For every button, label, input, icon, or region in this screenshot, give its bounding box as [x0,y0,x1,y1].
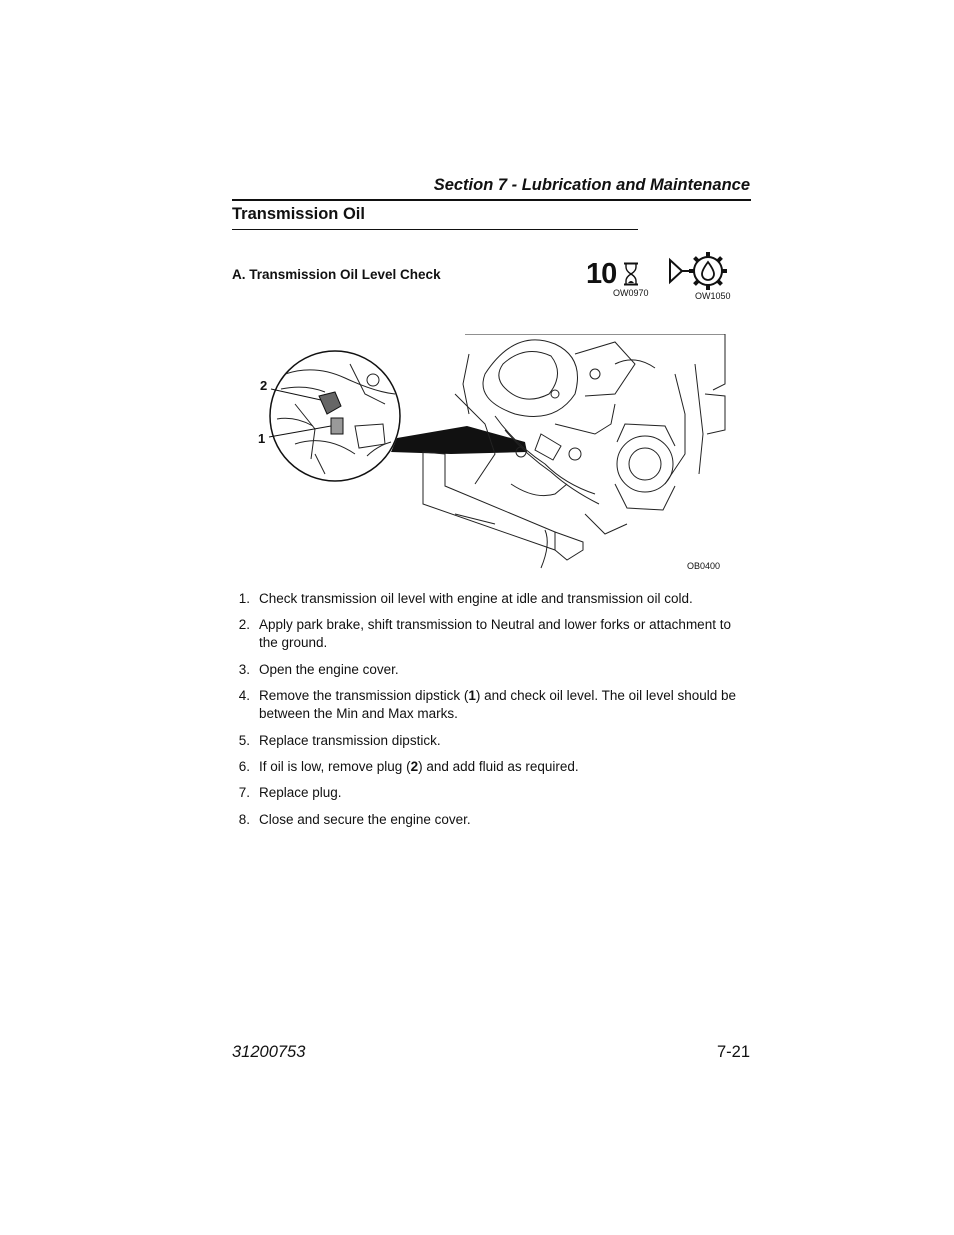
step-text-part: Check transmission oil level with engine at idle and transmission oil cold. [259,591,693,606]
section-title: Section 7 - Lubrication and Maintenance [433,176,750,194]
step-text-part: Replace transmission dipstick. [259,732,441,748]
step-text [259,616,752,652]
page-number: 7-21 [716,1043,750,1061]
figure-code: OB0400 [687,561,721,571]
step-text-part: ) and add fluid as required. [418,758,579,774]
step-number: 5. [238,732,250,748]
step-number: 6. [238,758,250,774]
step-text [259,687,752,723]
callout-reference: 2 [410,758,419,774]
step-number: 3. [238,661,250,677]
title-divider [232,229,638,230]
hourglass-icon [623,262,639,291]
document-number: 31200753 [232,1043,306,1061]
step-number: 8. [238,811,250,827]
procedure-step [232,732,752,750]
step-number: 7. [238,785,250,801]
procedure-step [232,590,752,608]
step-text-part: If oil is low, remove plug ( [259,758,411,774]
step-text [259,590,752,608]
icon-code: OW0970 [613,288,649,298]
step-text [259,784,752,802]
step-text-part: Open the engine cover. [259,661,399,677]
section-divider [232,199,751,201]
detail-inset [269,351,400,481]
callout-reference: 1 [468,688,476,704]
step-text-part: Close and secure the engine cover. [259,811,471,827]
step-text-part: Remove the transmission dipstick ( [259,688,469,704]
step-text-part: Replace plug. [259,785,342,801]
step-text [259,732,752,750]
procedure-step [232,687,752,723]
procedure-steps [232,590,752,837]
step-text-part: Apply park brake, shift transmission to Neutral and lower forks or attachment to the ground. [259,617,731,651]
step-number: 4. [238,688,250,704]
step-text [259,811,752,829]
procedure-step [232,758,752,776]
procedure-step [232,661,752,679]
step-text [259,661,752,679]
step-number: 1. [238,591,250,606]
callout-2: 2 [260,378,268,393]
procedure-step [232,616,752,652]
page-title: Transmission Oil [232,205,365,223]
step-text [259,758,752,776]
oil-gear-icon [667,250,733,297]
step-text-part: ) and check oil level. The oil level should be between the Min and Max marks. [259,688,736,722]
procedure-step [232,784,752,802]
interval-number: 10 [586,258,617,290]
subsection-heading: A. Transmission Oil Level Check [232,267,441,282]
engine-illustration [255,334,730,583]
procedure-step [232,811,752,829]
icon-code: OW1050 [695,291,731,301]
step-number: 2. [238,617,250,633]
callout-1: 1 [258,431,266,446]
